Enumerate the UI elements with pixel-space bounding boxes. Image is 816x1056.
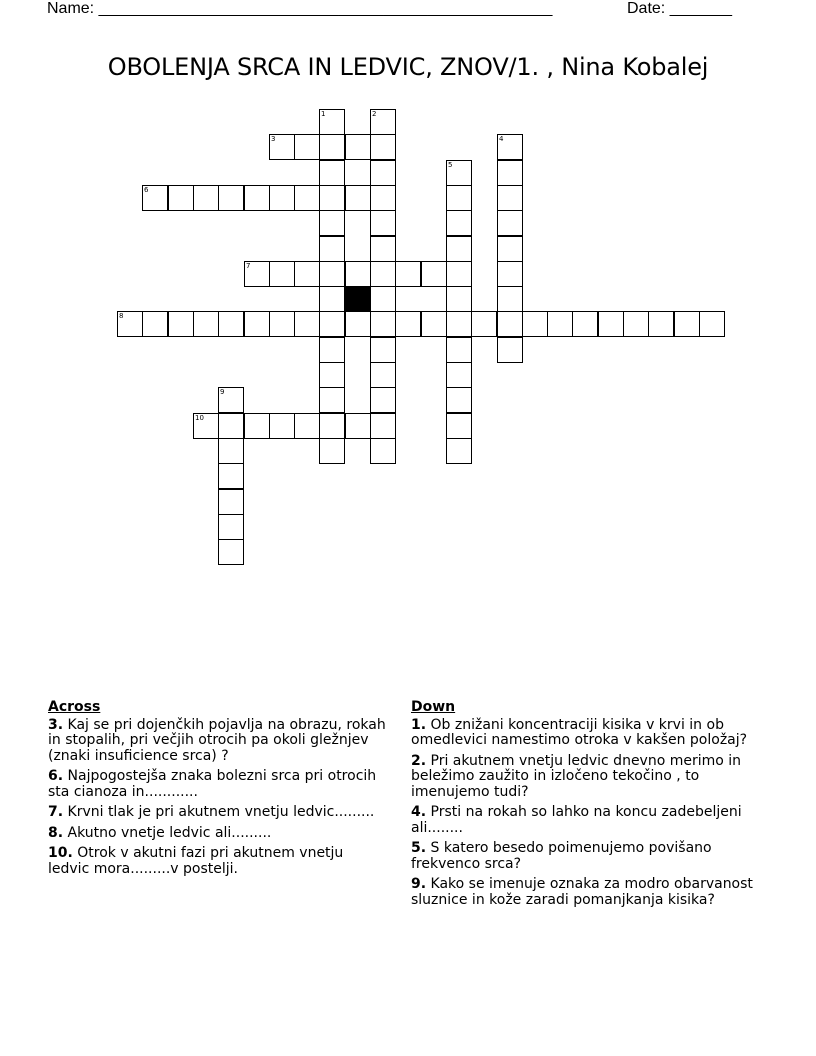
cell-number: 9 [220,388,225,396]
grid-cell[interactable] [319,134,345,160]
grid-cell[interactable] [446,387,472,413]
grid-cell[interactable] [168,311,194,337]
grid-cell[interactable] [370,362,396,388]
grid-cell[interactable] [244,261,270,287]
grid-cell[interactable] [294,413,320,439]
grid-cell[interactable] [269,185,295,211]
grid-cell[interactable] [497,311,523,337]
grid-cell[interactable] [497,185,523,211]
across-clues [48,700,388,882]
grid-cell[interactable] [370,185,396,211]
black-cell [345,286,371,312]
grid-cell[interactable] [370,109,396,135]
grid-cell[interactable] [319,210,345,236]
grid-cell[interactable] [294,261,320,287]
clue-text: Prsti na rokah so lahko na koncu zadebeljeni ali........ [411,804,742,836]
across-heading: Across [48,699,101,715]
grid-cell[interactable] [421,261,447,287]
grid-cell[interactable] [370,210,396,236]
grid-cell[interactable] [446,438,472,464]
grid-cell[interactable] [446,362,472,388]
grid-cell[interactable] [142,311,168,337]
grid-cell[interactable] [269,311,295,337]
grid-cell[interactable] [218,489,244,515]
grid-cell[interactable] [269,261,295,287]
grid-cell[interactable] [446,210,472,236]
clue-number: 5. [411,840,427,856]
grid-cell[interactable] [699,311,725,337]
grid-cell[interactable] [370,160,396,186]
grid-cell[interactable] [319,185,345,211]
grid-cell[interactable] [370,337,396,363]
grid-cell[interactable] [446,311,472,337]
grid-cell[interactable] [497,134,523,160]
down-clues [411,700,756,913]
grid-cell[interactable] [471,311,497,337]
down-clue-list [411,718,756,909]
grid-cell[interactable] [497,210,523,236]
grid-cell[interactable] [218,539,244,565]
grid-cell[interactable] [218,387,244,413]
grid-cell[interactable] [193,413,219,439]
clue-number: 6. [48,768,64,784]
grid-cell[interactable] [218,514,244,540]
grid-cell[interactable] [547,311,573,337]
grid-cell[interactable] [319,387,345,413]
clue-text: Najpogostejša znaka bolezni srca pri otrocih sta cianoza in............ [48,768,377,800]
cell-number: 10 [195,414,204,422]
grid-cell[interactable] [623,311,649,337]
grid-cell[interactable] [446,236,472,262]
grid-cell[interactable] [117,311,143,337]
page-title: OBOLENJA SRCA IN LEDVIC, ZNOV/1. , Nina Kobalej [107,53,709,81]
clue-number: 3. [48,716,64,733]
clue-number: 2. [411,752,427,769]
grid-cell[interactable] [218,463,244,489]
clue-text: Kaj se pri dojenčkih pojavlja na obrazu, rokah in stopalih, pri večjih otrocih pa okoli gležnjev (znaki insuficience srca) ? [48,716,386,764]
grid-cell[interactable] [370,438,396,464]
grid-cell[interactable] [446,337,472,363]
grid-cell[interactable] [674,311,700,337]
grid-cell[interactable] [319,261,345,287]
clue-number: 8. [48,824,64,841]
grid-cell[interactable] [395,311,421,337]
clue-text: Kako se imenuje oznaka za modro obarvanost sluznice in kože zaradi pomanjkanja kisika? [411,876,753,908]
grid-cell[interactable] [294,134,320,160]
grid-cell[interactable] [244,185,270,211]
grid-cell[interactable] [345,413,371,439]
clue-number: 7. [48,804,64,820]
clue-item [411,877,756,908]
grid-cell[interactable] [648,311,674,337]
clue-text: Ob znižani koncentraciji kisika v krvi in ob omedlevici namestimo otroka v kakšen položaj? [411,716,748,748]
grid-cell[interactable] [142,185,168,211]
clue-item [411,718,756,749]
grid-cell[interactable] [370,286,396,312]
clue-text: Otrok v akutni fazi pri akutnem vnetju ledvic mora.........v postelji. [48,845,344,877]
grid-cell[interactable] [168,185,194,211]
grid-cell[interactable] [345,185,371,211]
clue-item [411,841,756,872]
grid-cell[interactable] [218,185,244,211]
grid-cell[interactable] [193,311,219,337]
grid-cell[interactable] [370,413,396,439]
clue-item [48,805,388,821]
grid-cell[interactable] [497,261,523,287]
cell-number: 3 [271,135,276,143]
name-field[interactable]: Name: ___________________________________________________ [47,0,553,17]
grid-cell[interactable] [370,387,396,413]
grid-cell[interactable] [319,160,345,186]
grid-cell[interactable] [497,236,523,262]
grid-cell[interactable] [218,413,244,439]
clue-number: 10. [48,845,73,861]
date-field[interactable]: Date: _______ [627,0,732,17]
grid-cell[interactable] [319,286,345,312]
grid-cell[interactable] [370,236,396,262]
grid-cell[interactable] [319,236,345,262]
clue-text: Akutno vnetje ledvic ali......... [63,824,272,841]
grid-cell[interactable] [572,311,598,337]
clue-text: Krvni tlak je pri akutnem vnetju ledvic......... [63,804,375,820]
cell-number: 4 [499,135,504,143]
grid-cell[interactable] [421,311,447,337]
grid-cell[interactable] [446,261,472,287]
grid-cell[interactable] [193,185,219,211]
grid-cell[interactable] [446,413,472,439]
grid-cell[interactable] [294,185,320,211]
grid-cell[interactable] [345,261,371,287]
clue-number: 1. [411,716,427,733]
grid-cell[interactable] [395,261,421,287]
clue-item [48,769,388,800]
clue-text: S katero besedo poimenujemo povišano frekvenco srca? [411,840,712,872]
cell-number: 5 [448,161,453,169]
grid-cell[interactable] [294,311,320,337]
clue-item [48,846,388,877]
cell-number: 6 [144,186,149,194]
grid-cell[interactable] [319,362,345,388]
grid-cell[interactable] [446,185,472,211]
grid-cell[interactable] [244,413,270,439]
grid-cell[interactable] [319,109,345,135]
grid-cell[interactable] [269,413,295,439]
grid-cell[interactable] [345,134,371,160]
grid-cell[interactable] [269,134,295,160]
clue-text: Pri akutnem vnetju ledvic dnevno merimo in beležimo zaužito in izločeno tekočino , to imenujemo tudi? [411,752,742,800]
grid-cell[interactable] [446,286,472,312]
grid-cell[interactable] [370,311,396,337]
down-heading: Down [411,699,456,715]
clue-number: 4. [411,804,427,820]
grid-cell[interactable] [319,438,345,464]
cell-number: 8 [119,312,124,320]
grid-cell[interactable] [497,337,523,363]
clue-item [411,805,756,836]
clue-item [411,754,756,801]
grid-cell[interactable] [370,134,396,160]
grid-cell[interactable] [345,311,371,337]
cell-number: 2 [372,110,377,118]
across-clue-list [48,718,388,878]
grid-cell[interactable] [218,438,244,464]
cell-number: 7 [246,262,251,270]
clue-item [48,826,388,842]
grid-cell[interactable] [370,261,396,287]
grid-cell[interactable] [319,413,345,439]
grid-cell[interactable] [522,311,548,337]
grid-cell[interactable] [319,311,345,337]
clue-number: 9. [411,876,427,892]
grid-cell[interactable] [244,311,270,337]
cell-number: 1 [321,110,326,118]
grid-cell[interactable] [218,311,244,337]
grid-cell[interactable] [598,311,624,337]
grid-cell[interactable] [497,286,523,312]
grid-cell[interactable] [497,160,523,186]
grid-cell[interactable] [446,160,472,186]
clue-item [48,718,388,765]
grid-cell[interactable] [319,337,345,363]
